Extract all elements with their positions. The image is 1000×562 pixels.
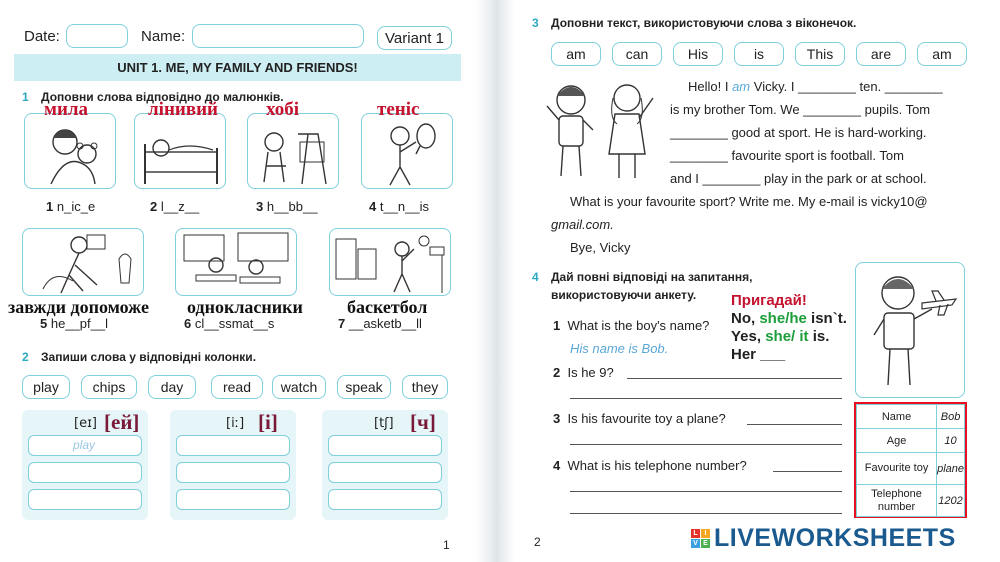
text-line-7: gmail.com. bbox=[551, 217, 614, 232]
text-line-6: What is your favourite sport? Write me. My e-mail is vicky10@ bbox=[570, 194, 928, 209]
answer-line-2a[interactable] bbox=[627, 378, 842, 379]
reminder-box bbox=[731, 292, 847, 364]
picture-basketball bbox=[329, 228, 451, 296]
reminder-line-3: Her ___ bbox=[731, 346, 786, 363]
logo-grid-icon: L I V E bbox=[691, 529, 710, 548]
unit-title: UNIT 1. ME, MY FAMILY AND FRIENDS! bbox=[14, 54, 461, 81]
caption-6: 6 cl__ssmat__s bbox=[184, 316, 275, 331]
name-label: Name: bbox=[141, 28, 186, 45]
worksheet-page-right bbox=[515, 0, 1000, 562]
exercise-1-number: 1 bbox=[22, 90, 29, 104]
exercise-2-number: 2 bbox=[22, 350, 29, 364]
name-field[interactable] bbox=[192, 24, 364, 48]
answer-line-4a[interactable] bbox=[773, 471, 842, 472]
column-ei-ipa: [eɪ] bbox=[74, 416, 97, 431]
word-chip-are[interactable]: are bbox=[856, 42, 906, 66]
page-number-right: 2 bbox=[534, 535, 541, 549]
column-ei bbox=[22, 410, 148, 520]
answer-line-4b[interactable] bbox=[570, 491, 842, 492]
answer-line-3b[interactable] bbox=[570, 444, 842, 445]
caption-7: 7 __asketb__ll bbox=[338, 316, 422, 331]
date-field[interactable] bbox=[66, 24, 128, 48]
column-ch-answer-1[interactable] bbox=[328, 435, 442, 456]
column-ii-answer-2[interactable] bbox=[176, 462, 290, 483]
word-chip-read[interactable]: read bbox=[211, 375, 263, 399]
picture-helpful-boy bbox=[22, 228, 144, 296]
caption-2: 2 l__z__ bbox=[150, 199, 200, 214]
column-ei-answer-1[interactable]: play bbox=[28, 435, 142, 456]
word-chip-am-1[interactable]: am bbox=[551, 42, 601, 66]
exercise-4-number: 4 bbox=[532, 270, 539, 284]
question-1: 1 What is the boy's name? bbox=[553, 318, 710, 333]
picture-boy-in-bed bbox=[134, 113, 226, 189]
column-ii-ipa: [iː] bbox=[226, 416, 245, 431]
column-ei-answer-2[interactable] bbox=[28, 462, 142, 483]
logo-text: LIVEWORKSHEETS bbox=[714, 524, 956, 552]
exercise-1-title: Доповни слова відповідно до малюнків. bbox=[41, 90, 284, 104]
column-ch-answer-2[interactable] bbox=[328, 462, 442, 483]
column-ii bbox=[170, 410, 296, 520]
picture-classmates bbox=[175, 228, 297, 296]
picture-girl-painting bbox=[247, 113, 339, 189]
caption-5: 5 he__pf__l bbox=[40, 316, 108, 331]
table-label-toy: Favourite toy bbox=[857, 453, 937, 485]
table-value-phone: 1202 bbox=[937, 485, 965, 517]
column-ch-answer-3[interactable] bbox=[328, 489, 442, 510]
question-4: 4 What is his telephone number? bbox=[553, 458, 747, 473]
caption-1: 1 n_ic_e bbox=[46, 199, 96, 214]
page-number-left: 1 bbox=[443, 538, 450, 552]
word-chip-they[interactable]: they bbox=[402, 375, 448, 399]
word-chip-chips[interactable]: chips bbox=[81, 375, 137, 399]
uk-word-3: хобі bbox=[266, 99, 300, 120]
word-chip-can[interactable]: can bbox=[612, 42, 662, 66]
picture-boy-and-girl bbox=[535, 76, 665, 186]
uk-word-4: теніс bbox=[377, 99, 420, 120]
column-ii-uk: [і] bbox=[258, 410, 278, 434]
caption-4: 4 t__n__is bbox=[369, 199, 430, 214]
word-chip-am-2[interactable]: am bbox=[917, 42, 967, 66]
table-value-name: Bob bbox=[937, 405, 965, 429]
uk-word-6: однокласники bbox=[187, 297, 303, 317]
table-row bbox=[857, 429, 965, 453]
word-chip-his[interactable]: His bbox=[673, 42, 723, 66]
table-label-phone: Telephone number bbox=[857, 485, 937, 517]
worksheet-page-left bbox=[0, 0, 475, 562]
column-ii-answer-3[interactable] bbox=[176, 489, 290, 510]
answer-line-2b[interactable] bbox=[570, 398, 842, 399]
question-2: 2 Is he 9? bbox=[553, 365, 614, 380]
word-chip-this[interactable]: This bbox=[795, 42, 845, 66]
exercise-4-title-2: використовуючи анкету. bbox=[551, 288, 697, 302]
uk-word-5: завжди допоможе bbox=[8, 297, 149, 317]
reminder-title: Пригадай! bbox=[731, 292, 807, 309]
column-ch-uk: [ч] bbox=[410, 410, 436, 434]
column-ii-answer-1[interactable] bbox=[176, 435, 290, 456]
picture-boy-tennis bbox=[361, 113, 453, 189]
reminder-line-2: Yes, she/ it is. bbox=[731, 328, 830, 345]
table-row bbox=[857, 453, 965, 485]
answer-line-4c[interactable] bbox=[570, 513, 842, 514]
uk-word-7: баскетбол bbox=[347, 297, 428, 317]
exercise-3-title: Доповни текст, використовуючи слова з віконечок. bbox=[551, 16, 857, 30]
text-line-4: ________ favourite sport is football. Tom bbox=[670, 148, 904, 163]
column-ch-ipa: [tʃ] bbox=[374, 416, 394, 431]
word-chip-day[interactable]: day bbox=[148, 375, 196, 399]
table-label-name: Name bbox=[857, 405, 937, 429]
text-line-1: Hello! I am Vicky. I ________ ten. ________ bbox=[688, 79, 943, 94]
picture-girl-with-teddy bbox=[24, 113, 116, 189]
info-table-grid bbox=[856, 404, 965, 517]
reminder-line-1: No, she/he isn`t. bbox=[731, 310, 847, 327]
word-chip-speak[interactable]: speak bbox=[337, 375, 391, 399]
column-ei-answer-3[interactable] bbox=[28, 489, 142, 510]
date-label: Date: bbox=[24, 28, 60, 45]
table-row bbox=[857, 485, 965, 517]
question-3: 3 Is his favourite toy a plane? bbox=[553, 411, 726, 426]
caption-3: 3 h__bb__ bbox=[256, 199, 318, 214]
uk-word-2: лінивий bbox=[148, 99, 218, 120]
text-line-2: is my brother Tom. We ________ pupils. Tom bbox=[670, 102, 931, 117]
info-table bbox=[854, 402, 967, 518]
text-line-8: Bye, Vicky bbox=[570, 240, 631, 255]
column-ch bbox=[322, 410, 448, 520]
liveworksheets-logo bbox=[691, 524, 956, 553]
word-chip-play[interactable]: play bbox=[22, 375, 70, 399]
table-row bbox=[857, 405, 965, 429]
answer-line-3a[interactable] bbox=[747, 424, 842, 425]
table-label-age: Age bbox=[857, 429, 937, 453]
exercise-3-number: 3 bbox=[532, 16, 539, 30]
text-line-5: and I ________ play in the park or at school. bbox=[670, 171, 927, 186]
word-chip-watch[interactable]: watch bbox=[272, 375, 326, 399]
answer-1[interactable]: His name is Bob. bbox=[570, 341, 669, 356]
table-value-toy: plane bbox=[937, 453, 965, 485]
exercise-2-title: Запиши слова у відповідні колонки. bbox=[41, 350, 257, 364]
column-ei-uk: [ей] bbox=[104, 410, 140, 434]
table-value-age: 10 bbox=[937, 429, 965, 453]
exercise-4-title-1: Дай повні відповіді на запитання, bbox=[551, 270, 753, 284]
word-chip-is[interactable]: is bbox=[734, 42, 784, 66]
picture-boy-with-plane bbox=[855, 262, 965, 398]
variant-badge: Variant 1 bbox=[377, 26, 452, 50]
uk-word-1: мила bbox=[44, 99, 89, 120]
text-line-3: ________ good at sport. He is hard-working. bbox=[670, 125, 927, 140]
book-gutter bbox=[475, 0, 515, 562]
